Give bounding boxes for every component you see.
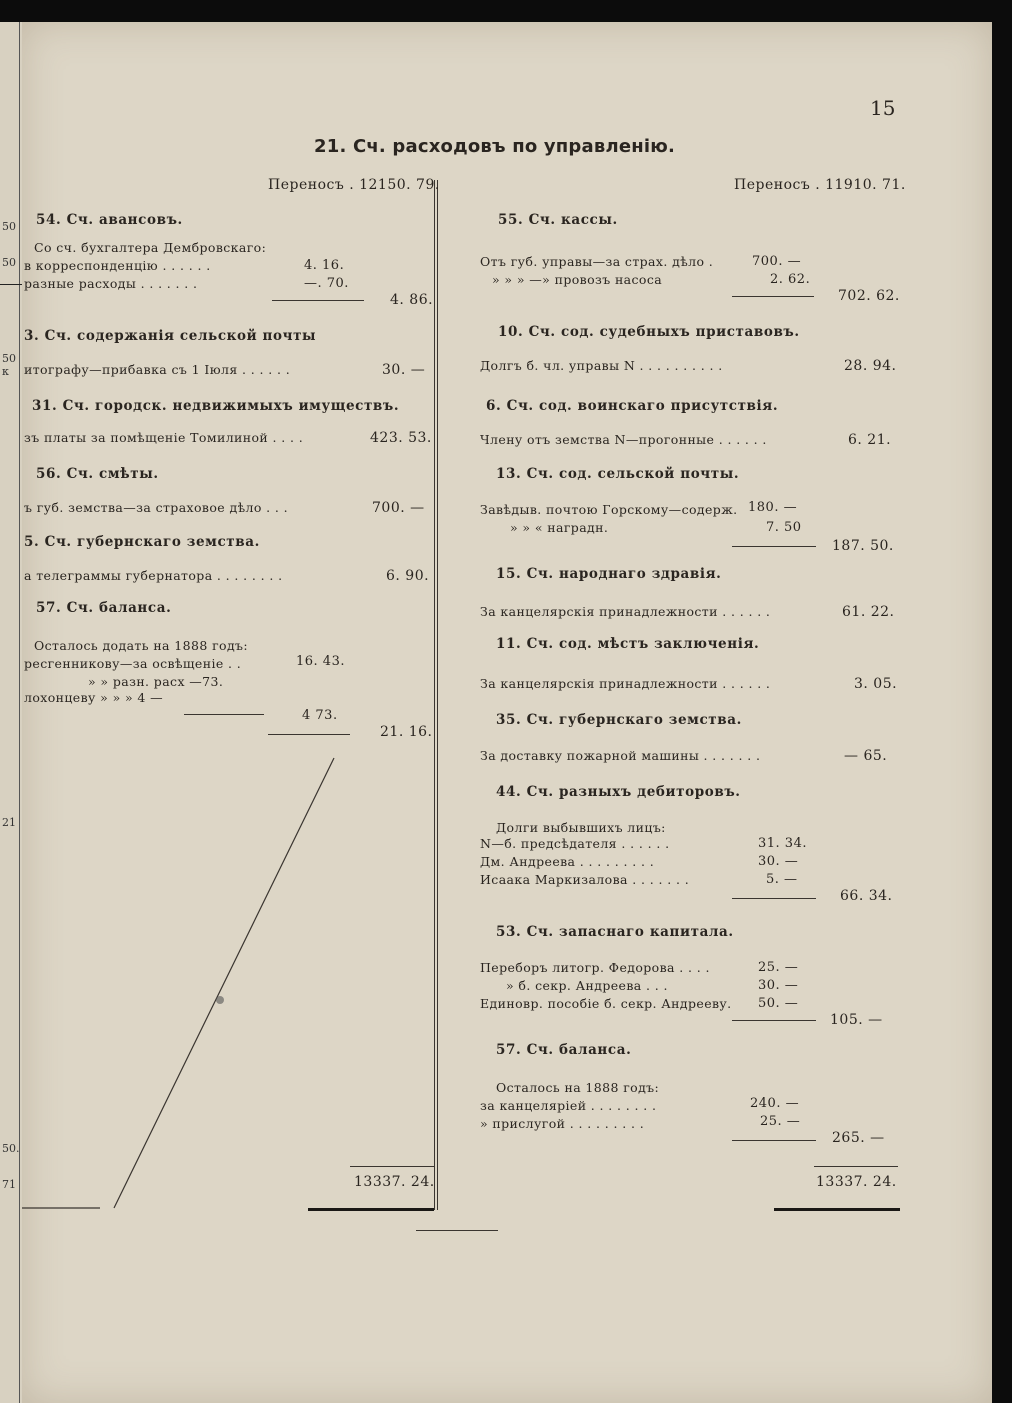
ledger-line: За доставку пожарной машины . . . . . . . [480, 748, 761, 763]
ledger-line: ресгенникову—за освѣщеніе . . [24, 656, 242, 671]
subtotal-rule [732, 1140, 816, 1141]
ledger-line: зъ платы за помѣщеніе Томилиной . . . . [24, 430, 304, 445]
spine-mark: 50 [2, 256, 16, 269]
section-total: 702. 62. [838, 288, 900, 304]
ledger-amount: — 65. [844, 748, 888, 764]
section-heading: 31. Сч. городск. недвижимыхъ имуществъ. [32, 398, 400, 414]
left-grand-total: 13337. 24. [354, 1174, 435, 1190]
ledger-line: » » » —» провозъ насоса [492, 272, 663, 287]
ledger-line: Отъ губ. управы—за страх. дѣло . [480, 254, 714, 269]
total-rule [814, 1166, 898, 1167]
ledger-line: » прислугой . . . . . . . . . [480, 1116, 645, 1131]
cancellation-stroke [22, 22, 442, 1222]
ledger-amount: 5. — [766, 872, 798, 887]
previous-page-edge [0, 22, 22, 1403]
section-heading: 57. Сч. баланса. [496, 1042, 632, 1058]
left-carry-forward: Переносъ . 12150. 79. [268, 177, 440, 193]
ledger-line: Дм. Андреева . . . . . . . . . [480, 854, 655, 869]
page-title: 21. Сч. расходовъ по управленію. [314, 136, 675, 157]
ledger-line: Завѣдыв. почтою Горскому—содерж. [480, 502, 738, 517]
ledger-amount: 61. 22. [842, 604, 895, 620]
section-heading: 3. Сч. содержанія сельской почты [24, 328, 317, 344]
spine-mark: 71 [2, 1178, 16, 1191]
section-heading: 10. Сч. сод. судебныхъ приставовъ. [498, 324, 800, 340]
section-heading: 56. Сч. смѣты. [36, 466, 159, 482]
ledger-line: итографу—прибавка съ 1 Іюля . . . . . . [24, 362, 291, 377]
ledger-amount: 7. 50 [766, 520, 802, 535]
double-rule [774, 1208, 900, 1211]
right-carry-forward: Переносъ . 11910. 71. [734, 177, 906, 193]
ledger-amount: 6. 21. [848, 432, 892, 448]
ledger-line: за канцеляріей . . . . . . . . [480, 1098, 657, 1113]
subtotal-rule [732, 296, 814, 297]
page-number: 15 [870, 96, 896, 120]
subtotal-rule [732, 898, 816, 899]
ledger-page [22, 22, 992, 1403]
section-heading: 6. Сч. сод. воинскаго присутствія. [486, 398, 779, 414]
section-heading: 11. Сч. сод. мѣстъ заключенія. [496, 636, 760, 652]
ledger-line: Долги выбывшихъ лицъ: [496, 820, 666, 835]
ledger-amount: 25. — [760, 1114, 801, 1129]
ledger-line: » б. секр. Андреева . . . [506, 978, 668, 993]
ledger-amount: 31. 34. [758, 836, 807, 851]
page-footer-rule [416, 1230, 498, 1231]
ledger-line: в корреспонденцію . . . . . . [24, 258, 211, 273]
spine-line [0, 284, 22, 285]
subtotal-rule [732, 1020, 816, 1021]
section-heading: 54. Сч. авансовъ. [36, 212, 183, 228]
section-total: 4. 86. [390, 292, 434, 308]
ledger-amount: 4. 16. [304, 258, 345, 273]
section-total: 21. 16. [380, 724, 433, 740]
ledger-amount: 180. — [748, 500, 798, 515]
ledger-amount: 700. — [752, 254, 802, 269]
spine-rule [19, 22, 20, 1403]
ledger-line: За канцелярскія принадлежности . . . . . . [480, 604, 771, 619]
ledger-line: лохонцеву » » » 4 — [24, 690, 164, 705]
ledger-line: разные расходы . . . . . . . [24, 276, 198, 291]
ledger-amount: 2. 62. [770, 272, 811, 287]
ledger-amount: 28. 94. [844, 358, 897, 374]
section-heading: 53. Сч. запаснаго капитала. [496, 924, 734, 940]
section-total: 105. — [830, 1012, 883, 1028]
double-rule [308, 1208, 434, 1211]
ledger-line: Переборъ литогр. Федорова . . . . [480, 960, 710, 975]
section-total: 265. — [832, 1130, 885, 1146]
ledger-line: N—б. предсѣдателя . . . . . . [480, 836, 670, 851]
ledger-amount: —. 70. [304, 276, 349, 291]
spine-mark: 50 [2, 220, 16, 233]
section-heading: 15. Сч. народнаго здравія. [496, 566, 722, 582]
ledger-amount: 30. — [758, 978, 799, 993]
ledger-line: Единовр. пособіе б. секр. Андрееву. [480, 996, 732, 1011]
ledger-line: » » разн. расх —73. [88, 674, 224, 689]
section-total: 66. 34. [840, 888, 893, 904]
ledger-line: Долгъ б. чл. управы N . . . . . . . . . . [480, 358, 723, 373]
ledger-line: » » « наградн. [510, 520, 609, 535]
section-heading: 55. Сч. кассы. [498, 212, 618, 228]
ledger-amount: 30. — [382, 362, 426, 378]
spine-mark: 50 к [2, 352, 16, 378]
subtotal-rule [732, 546, 816, 547]
ledger-amount: 50. — [758, 996, 799, 1011]
ledger-line: За канцелярскія принадлежности . . . . . . [480, 676, 771, 691]
ledger-amount: 423. 53. [370, 430, 432, 446]
ledger-line: Осталось на 1888 годъ: [496, 1080, 660, 1095]
spine-mark: 21 [2, 816, 16, 829]
ledger-line: Исаака Маркизалова . . . . . . . [480, 872, 690, 887]
ledger-line: а телеграммы губернатора . . . . . . . . [24, 568, 283, 583]
section-heading: 35. Сч. губернскаго земства. [496, 712, 742, 728]
ledger-line: ъ губ. земства—за страховое дѣло . . . [24, 500, 289, 515]
ledger-amount: 240. — [750, 1096, 800, 1111]
ledger-line: Со сч. бухгалтера Дембровскаго: [34, 240, 267, 255]
ledger-line: Члену отъ земства N—прогонные . . . . . . [480, 432, 767, 447]
ledger-amount: 6. 90. [386, 568, 430, 584]
section-heading: 5. Сч. губернскаго земства. [24, 534, 260, 550]
ledger-amount: 16. 43. [296, 654, 345, 669]
section-heading: 44. Сч. разныхъ дебиторовъ. [496, 784, 741, 800]
ledger-amount: 3. 05. [854, 676, 898, 692]
ledger-amount: 700. — [372, 500, 425, 516]
section-total: 187. 50. [832, 538, 894, 554]
ledger-amount: 25. — [758, 960, 799, 975]
section-heading: 13. Сч. сод. сельской почты. [496, 466, 740, 482]
spine-mark: 50. [2, 1142, 20, 1155]
ledger-amount: 30. — [758, 854, 799, 869]
ledger-subtotal: 4 73. [302, 708, 338, 723]
section-heading: 57. Сч. баланса. [36, 600, 172, 616]
ledger-line: Осталось додать на 1888 годъ: [34, 638, 249, 653]
total-rule [350, 1166, 434, 1167]
right-grand-total: 13337. 24. [816, 1174, 897, 1190]
